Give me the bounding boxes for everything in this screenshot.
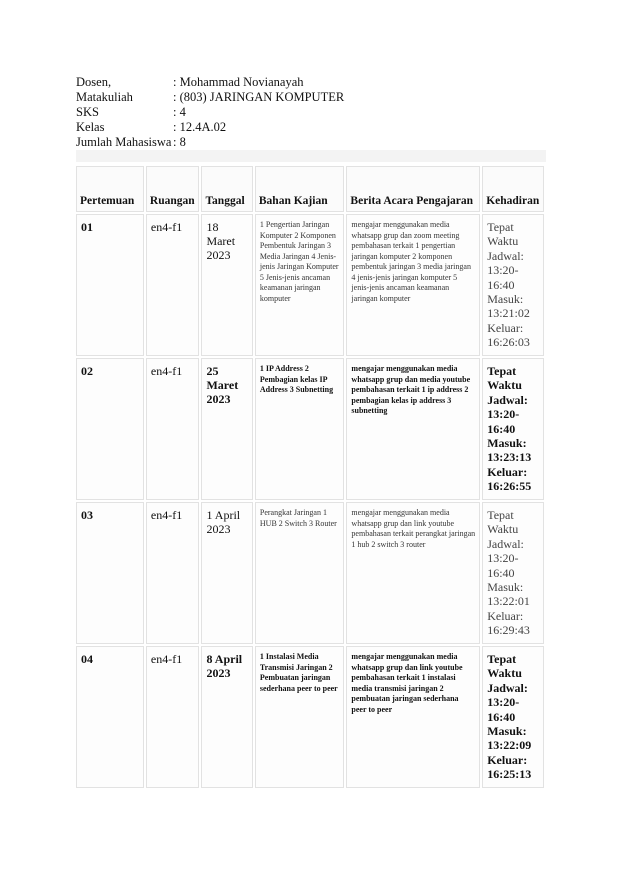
cell-pertemuan: 04 bbox=[76, 646, 144, 788]
cell-tanggal: 25 Maret 2023 bbox=[201, 358, 252, 500]
table-row bbox=[76, 358, 544, 500]
jumlah-label: Jumlah Mahasiswa bbox=[76, 135, 172, 149]
cell-bahan-kajian: Perangkat Jaringan 1 HUB 2 Switch 3 Router bbox=[255, 502, 345, 644]
table-row bbox=[76, 646, 544, 788]
cell-berita-acara: mengajar menggunakan media whatsapp grup dan zoom meeting pembahasan terkait 1 pengertian jaringan komputer 2 komponen pembentuk jaringan 3 media jaringan 4 jenis-jenis jaringan komputer 5 jenis-jenis ancaman keamanan jaringan komputer bbox=[346, 214, 480, 356]
kelas-value: : 12.4A.02 bbox=[173, 120, 227, 134]
matakuliah-label: Matakuliah bbox=[76, 90, 133, 104]
cell-bahan-kajian: 1 Pengertian Jaringan Komputer 2 Komponen Pembentuk Jaringan 3 Media Jaringan 4 Jenis-jenis Jaringan Komputer 5 Jenis-jenis ancaman keamanan jaringan komputer bbox=[255, 214, 345, 356]
table-row bbox=[76, 214, 544, 356]
header-row-kelas bbox=[76, 120, 344, 135]
cell-bahan-kajian: 1 IP Address 2 Pembagian kelas IP Address 3 Subnetting bbox=[255, 358, 345, 500]
cell-berita-acara: mengajar menggunakan media whatsapp grup dan media youtube pembahasan terkait 1 ip address 2 pembagian kelas ip address 3 subnetting bbox=[346, 358, 480, 500]
header-row-jumlah bbox=[76, 135, 344, 150]
col-header-pertemuan: Pertemuan bbox=[76, 166, 144, 212]
table-header-row bbox=[76, 166, 544, 212]
cell-berita-acara: mengajar menggunakan media whatsapp grup dan link youtube pembahasan terkait perangkat jaringan 1 hub 2 switch 3 router bbox=[346, 502, 480, 644]
cell-kehadiran: Tepat Waktu Jadwal: 13:20-16:40 Masuk: 13:22:09 Keluar: 16:25:13 bbox=[482, 646, 544, 788]
cell-tanggal: 8 April 2023 bbox=[201, 646, 252, 788]
col-header-berita-acara: Berita Acara Pengajaran bbox=[346, 166, 480, 212]
cell-pertemuan: 01 bbox=[76, 214, 144, 356]
header-row-matakuliah bbox=[76, 90, 344, 105]
header-row-sks bbox=[76, 105, 344, 120]
matakuliah-value: : (803) JARINGAN KOMPUTER bbox=[173, 90, 345, 104]
cell-kehadiran: Tepat Waktu Jadwal: 13:20-16:40 Masuk: 13:21:02 Keluar: 16:26:03 bbox=[482, 214, 544, 356]
cell-kehadiran: Tepat Waktu Jadwal: 13:20-16:40 Masuk: 13:22:01 Keluar: 16:29:43 bbox=[482, 502, 544, 644]
cell-kehadiran: Tepat Waktu Jadwal: 13:20-16:40 Masuk: 13:23:13 Keluar: 16:26:55 bbox=[482, 358, 544, 500]
jumlah-value: : 8 bbox=[173, 135, 186, 149]
course-header bbox=[76, 75, 344, 150]
cell-ruangan: en4-f1 bbox=[146, 502, 200, 644]
dosen-value: : Mohammad Novianayah bbox=[173, 75, 304, 89]
col-header-kehadiran: Kehadiran bbox=[482, 166, 544, 212]
dosen-label: Dosen, bbox=[76, 75, 112, 89]
cell-ruangan: en4-f1 bbox=[146, 646, 200, 788]
attendance-table bbox=[74, 164, 546, 790]
cell-pertemuan: 02 bbox=[76, 358, 144, 500]
sks-label: SKS bbox=[76, 105, 99, 119]
table-row bbox=[76, 502, 544, 644]
cell-berita-acara: mengajar menggunakan media whatsapp grup dan link youtube pembahasan terkait 1 instalasi media transmisi jaringan 2 pembuatan jaringan sederhana peer to peer bbox=[346, 646, 480, 788]
cell-ruangan: en4-f1 bbox=[146, 358, 200, 500]
col-header-ruangan: Ruangan bbox=[146, 166, 200, 212]
cell-pertemuan: 03 bbox=[76, 502, 144, 644]
col-header-tanggal: Tanggal bbox=[201, 166, 252, 212]
cell-tanggal: 18 Maret 2023 bbox=[201, 214, 252, 356]
col-header-bahan-kajian: Bahan Kajian bbox=[255, 166, 345, 212]
cell-bahan-kajian: 1 Instalasi Media Transmisi Jaringan 2 Pembuatan jaringan sederhana peer to peer bbox=[255, 646, 345, 788]
cell-ruangan: en4-f1 bbox=[146, 214, 200, 356]
kelas-label: Kelas bbox=[76, 120, 105, 134]
sks-value: : 4 bbox=[173, 105, 186, 119]
header-divider bbox=[76, 150, 546, 162]
header-row-dosen bbox=[76, 75, 344, 90]
cell-tanggal: 1 April 2023 bbox=[201, 502, 252, 644]
